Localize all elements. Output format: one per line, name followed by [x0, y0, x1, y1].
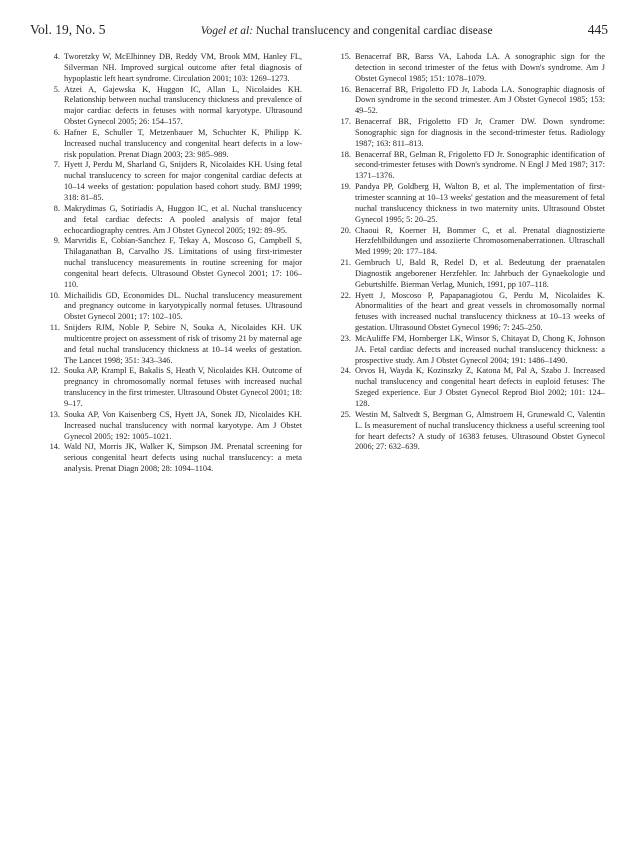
reference-item — [333, 291, 605, 334]
reference-item — [42, 366, 302, 409]
reference-number: 7. — [53, 160, 60, 170]
reference-item — [333, 258, 605, 291]
reference-number: 22. — [340, 290, 351, 300]
reference-text: Hafner E, Schuller T, Metzenbauer M, Schuchter K, Philipp K. Increased nuchal translucency and congenital heart defects in a low-risk population. Prenat Diagn 2003; 23: 985–989. — [64, 127, 302, 159]
reference-number: 14. — [49, 442, 60, 452]
reference-item — [333, 366, 605, 409]
reference-number: 18. — [340, 149, 351, 159]
reference-item — [42, 160, 302, 203]
reference-text: Hyett J, Perdu M, Sharland G, Snijders R, Nicolaides KH. Using fetal nuchal translucency to screen for major congenital cardiac defects at 10–14 weeks of gestation: population based cohort study. BMJ 1999; 318: 81–85. — [64, 160, 302, 202]
reference-item — [333, 150, 605, 183]
reference-number: 5. — [53, 84, 60, 94]
reference-text: McAuliffe FM, Hornberger LK, Winsor S, Chitayat D, Chong K, Johnson JA. Fetal cardiac defects and increased nuchal translucency thickness: a prospective study. Am J Obstet Gynecol 2004; 191: 1486–1490. — [355, 333, 605, 365]
reference-text: Wald NJ, Morris JK, Walker K, Simpson JM. Prenatal screening for serious congenital heart defects using nuchal translucency: a meta analysis. Prenat Diagn 2008; 28: 1094–1104. — [64, 442, 302, 474]
reference-item — [42, 410, 302, 443]
reference-item — [42, 85, 302, 128]
reference-text: Orvos H, Wayda K, Kozinszky Z, Katona M, Pal A, Szabo J. Increased nuchal translucency and congenital heart defects in euploid fetuses: The Szeged experience. Eur J Obstet Gynecol Reprod Biol 2002; 101: 124–128. — [355, 366, 605, 408]
reference-text: Souka AP, Krampl E, Bakalis S, Heath V, Nicolaides KH. Outcome of pregnancy in chromosomally normal fetuses with increased nuchal translucency in the first trimester. Ultrasound Obstet Gynecol 2001; 18: 9–17. — [64, 366, 302, 408]
reference-text: Souka AP, Von Kaisenberg CS, Hyett JA, Sonek JD, Nicolaides KH. Increased nuchal translucency with normal karyotype. Am J Obstet Gynecol 2005; 192: 1005–1021. — [64, 409, 302, 441]
reference-number: 10. — [49, 290, 60, 300]
reference-text: Benacerraf BR, Frigoletto FD Jr, Cramer DW. Down syndrome: Sonographic sign for diagnosis in the second-trimester fetus. Radiology 1987; 163: 811–813. — [355, 117, 605, 148]
reference-number: 13. — [49, 409, 60, 419]
reference-number: 9. — [53, 236, 60, 246]
reference-text: Gembruch U, Bald R, Redel D, et al. Bedeutung der praenatalen Diagnostik angeborener Herzfehler. In: Jahrbuch der Gynaekologie und Geburtshilfe. Bierman Verlag, Munich, 1991, pp 107–118. — [355, 258, 605, 289]
reference-number: 15. — [340, 52, 351, 61]
reference-item — [333, 334, 605, 367]
reference-item — [42, 128, 302, 161]
reference-text: Benacerraf BR, Gelman R, Frigoletto FD Jr. Sonographic identification of second-trimester fetuses with Down's syndrome. N Engl J Med 1987; 317: 1371–1376. — [355, 149, 605, 181]
reference-item — [333, 182, 605, 225]
reference-number: 20. — [340, 225, 351, 235]
reference-number: 6. — [53, 127, 60, 137]
volume-issue: Vol. 19, No. 5 — [30, 22, 106, 37]
reference-item — [333, 410, 605, 453]
reference-item — [42, 442, 302, 475]
reference-number: 11. — [49, 323, 60, 333]
reference-number: 19. — [340, 182, 351, 192]
reference-text: Tworetzky W, McElhinney DB, Reddy VM, Brook MM, Hanley FL, Silverman NH. Improved surgical outcome after fetal diagnosis of hypoplastic left heart syndrome. Circulation 2001; 103: 1269–1273. — [64, 52, 302, 83]
reference-text: Atzei A, Gajewska K, Huggon IC, Allan L, Nicolaides KH. Relationship between nuchal translucency thickness and prevalence of major cardiac defects in fetuses with normal karyotype. Ultrasound Obstet Gynecol 2005; 26: 154–157. — [64, 84, 302, 127]
reference-text: Chaoui R, Koerner H, Bommer C, et al. Prenatal diagnostizierte Herzfehlbildungen und assoziierte Chromosomenaberrationen. Ultraschall Med 1999; 20: 177–184. — [355, 225, 605, 257]
running-title-text: Nuchal translucency and congenital cardiac disease — [253, 25, 493, 37]
reference-text: Snijders RJM, Noble P, Sebire N, Souka A, Nicolaides KH. UK multicentre project on assessment of risk of trisomy 21 by maternal age and fetal nuchal translucency thickness at 10–14 weeks of gestation. The Lancet 1998; 351: 343–346. — [64, 323, 302, 365]
running-authors: Vogel et al: — [200, 25, 254, 37]
reference-item — [42, 291, 302, 324]
reference-text: Benacerraf BR, Frigoletto FD Jr, Laboda LA. Sonographic diagnosis of Down syndrome in the second trimester. Am J Obstet Gynecol 1985; 153: 49–52. — [355, 84, 605, 116]
reference-number: 23. — [340, 333, 351, 343]
reference-number: 8. — [53, 203, 60, 213]
reference-item — [333, 117, 605, 150]
reference-text: Benacerraf BR, Barss VA, Laboda LA. A sonographic sign for the detection in second trimester of the fetus with Down's syndrome. Am J Obstet Gynecol 1985; 151: 1078–1079. — [355, 52, 605, 83]
reference-number: 17. — [340, 117, 351, 127]
reference-number: 24. — [340, 366, 351, 376]
reference-number: 4. — [53, 52, 60, 61]
reference-text: Hyett J, Moscoso P, Papapanagiotou G, Perdu M, Nicolaides K. Abnormalities of the heart and great vessels in chromosomally normal fetuses with increased nuchal translucency thickness at 10–13 weeks of gestation. Ultrasound Obstet Gynecol 1996; 7: 245–250. — [355, 290, 605, 333]
page-number: 445 — [587, 22, 608, 37]
reference-item — [333, 226, 605, 259]
reference-number: 16. — [340, 84, 351, 94]
reference-text: Michailidis GD, Economides DL. Nuchal translucency measurement and pregnancy outcome in karyotypically normal fetuses. Ultrasound Obstet Gynecol 2001; 17: 102–105. — [64, 290, 302, 322]
reference-item — [42, 204, 302, 237]
reference-item — [42, 52, 302, 85]
reference-item — [333, 52, 605, 85]
reference-item — [42, 236, 302, 290]
reference-item — [333, 85, 605, 118]
running-title — [201, 23, 493, 39]
reference-item — [42, 323, 302, 366]
reference-list-right-column — [333, 52, 605, 453]
reference-text: Westin M, Saltvedt S, Bergman G, Almstroem H, Grunewald C, Valentin L. Is measurement of nuchal translucency thickness a useful screening tool for heart defects? A study of 16383 fetuses. Ultrasound Obstet Gynecol 2006; 27: 632–639. — [355, 409, 605, 452]
running-header — [30, 22, 608, 39]
reference-text: Makrydimas G, Sotiriadis A, Huggon IC, et al. Nuchal translucency and fetal cardiac defects: A pooled analysis of major fetal echocardiography centres. Am J Obstet Gynecol 2005; 192: 89–95. — [64, 203, 302, 235]
reference-text: Marvridis E, Cobian-Sanchez F, Tekay A, Moscoso G, Campbell S, Thilaganathan B, Carvalho JS. Limitations of using first-trimester nuchal translucency measurements in routine screening for major congenital heart defects. Ultrasound Obstet Gynecol 2001; 17: 106–110. — [64, 236, 302, 289]
reference-number: 25. — [340, 409, 351, 419]
reference-number: 12. — [49, 366, 60, 376]
reference-list-left-column — [42, 52, 302, 475]
reference-text: Pandya PP, Goldberg H, Walton B, et al. The implementation of first-trimester scanning at 10–13 weeks' gestation and the measurement of fetal nuchal translucency thickness in two maternity units. Ultrasound Obstet Gynecol 1995; 5: 20–25. — [355, 182, 605, 224]
reference-number: 21. — [340, 258, 351, 268]
